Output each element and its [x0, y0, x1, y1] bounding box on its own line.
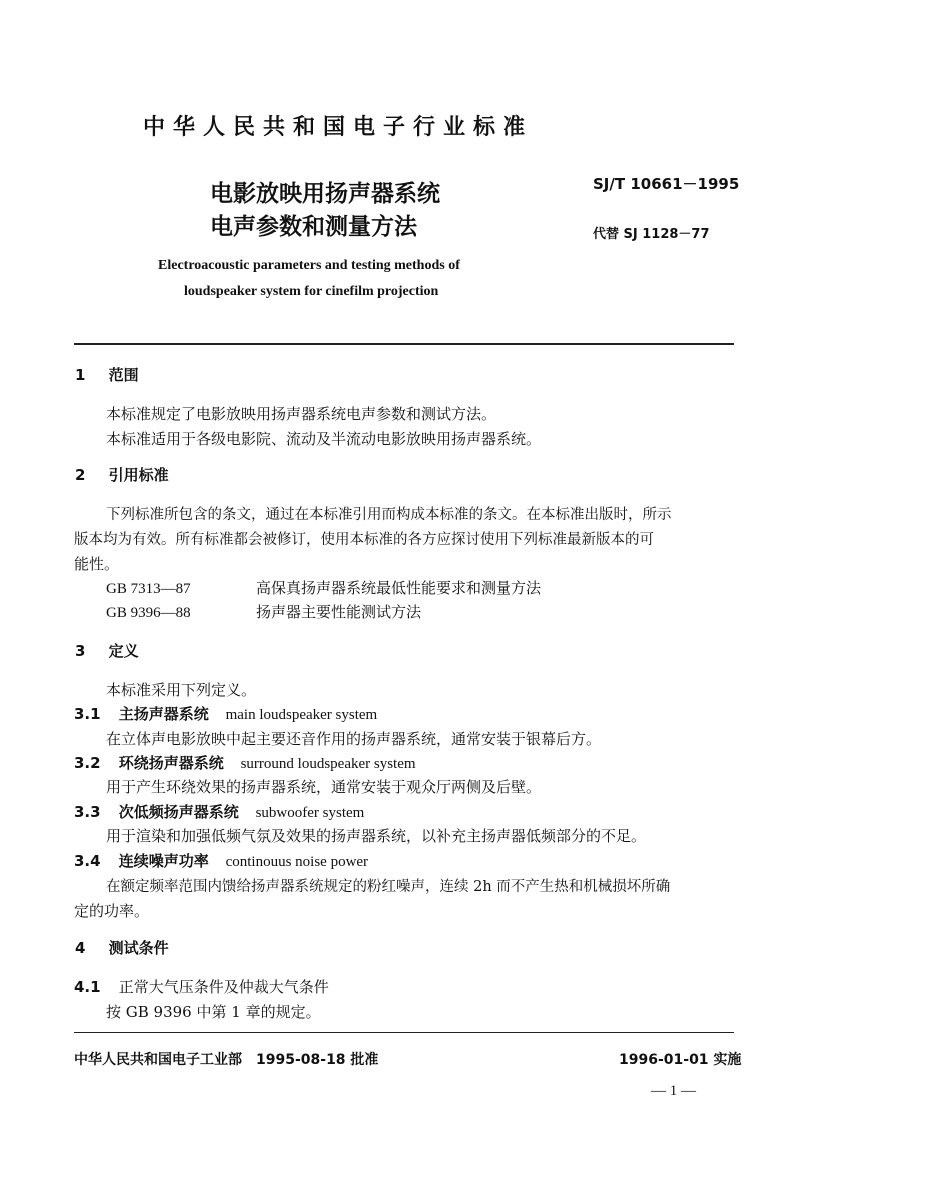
definition-number: 3.1: [74, 705, 101, 723]
definition-term-cn: 次低频扬声器系统: [118, 803, 239, 821]
reference-code: GB 9396—88: [106, 605, 191, 621]
definition-number: 3.4: [74, 852, 101, 870]
definition-term-cn: 环绕扬声器系统: [118, 754, 224, 772]
definition-term-cn: 主扬声器系统: [118, 705, 209, 723]
definition-description-line-2: 定的功率。: [74, 902, 150, 920]
footer-issuer: 中华人民共和国电子工业部 1995-08-18 批准: [74, 1052, 379, 1068]
reference-item: [106, 577, 541, 598]
section-number: 2: [75, 466, 86, 484]
subsection-title: 正常大气压条件及仲裁大气条件: [118, 978, 329, 996]
section-title: 引用标准: [108, 466, 169, 484]
standard-number: SJ/T 10661－1995: [593, 175, 740, 193]
section-title: 范围: [108, 366, 139, 384]
definition-term-en: main loudspeaker system: [225, 707, 378, 723]
page-number: — 1 —: [651, 1083, 696, 1099]
section-2-paragraph-line-2: 版本均为有效。所有标准都会被修订，使用本标准的各方应探讨使用下列标准最新版本的可: [74, 532, 654, 548]
section-title: 定义: [108, 642, 139, 660]
section-number: 4: [75, 939, 86, 957]
org-title: 中华人民共和国电子行业标准: [143, 115, 534, 140]
section-1-heading: [75, 364, 139, 385]
section-2-heading: [75, 464, 169, 485]
subsection-heading: [74, 976, 329, 997]
definition-term-row: [74, 850, 368, 871]
footer-divider: [74, 1032, 734, 1033]
definition-description: 在立体声电影放映中起主要还音作用的扬声器系统，通常安装于银幕后方。: [106, 730, 602, 748]
section-number: 3: [75, 642, 86, 660]
header-divider: [74, 343, 734, 345]
section-1-paragraph-2: 本标准适用于各级电影院、流动及半流动电影放映用扬声器系统。: [106, 430, 542, 448]
document-title-en-line1: Electroacoustic parameters and testing methods of: [158, 258, 460, 273]
definition-term-row: [74, 801, 364, 822]
reference-title: 高保真扬声器系统最低性能要求和测量方法: [256, 579, 542, 597]
section-1-paragraph-1: 本标准规定了电影放映用扬声器系统电声参数和测试方法。: [106, 405, 497, 423]
definition-term-en: continouus noise power: [225, 854, 369, 870]
section-number: 1: [75, 366, 86, 384]
definition-number: 3.3: [74, 803, 101, 821]
definition-description-line-1: 在额定频率范围内馈给扬声器系统规定的粉红噪声，连续 2h 而不产生热和机械损坏所确: [106, 879, 671, 895]
definition-term-row: [74, 703, 377, 724]
section-2-paragraph-line-3: 能性。: [74, 555, 120, 573]
reference-item: [106, 601, 421, 622]
section-3-intro: 本标准采用下列定义。: [106, 681, 257, 699]
subsection-description: 按 GB 9396 中第 1 章的规定。: [106, 1003, 321, 1021]
definition-description: 用于渲染和加强低频气氛及效果的扬声器系统，以补充主扬声器低频部分的不足。: [106, 827, 647, 845]
definition-term-en: subwoofer system: [255, 805, 365, 821]
subsection-number: 4.1: [74, 978, 101, 996]
section-4-heading: [75, 937, 169, 958]
definition-number: 3.2: [74, 754, 101, 772]
definition-description: 用于产生环绕效果的扬声器系统，通常安装于观众厅两侧及后壁。: [106, 778, 542, 796]
document-title-cn-line1: 电影放映用扬声器系统: [210, 181, 440, 207]
section-2-paragraph-line-1: 下列标准所包含的条文，通过在本标准引用而构成本标准的条文。在本标准出版时，所示: [106, 507, 672, 523]
section-title: 测试条件: [108, 939, 169, 957]
document-title-en-line2: loudspeaker system for cinefilm projection: [184, 284, 439, 299]
section-3-heading: [75, 640, 139, 661]
replaces-standard: 代替 SJ 1128－77: [593, 227, 710, 242]
definition-term-cn: 连续噪声功率: [118, 852, 209, 870]
definition-term-row: [74, 752, 416, 773]
document-title-cn-line2: 电声参数和测量方法: [210, 214, 417, 240]
reference-title: 扬声器主要性能测试方法: [256, 603, 422, 621]
footer-effective-date: 1996-01-01 实施: [619, 1052, 742, 1068]
reference-code: GB 7313—87: [106, 581, 191, 597]
definition-term-en: surround loudspeaker system: [240, 756, 416, 772]
